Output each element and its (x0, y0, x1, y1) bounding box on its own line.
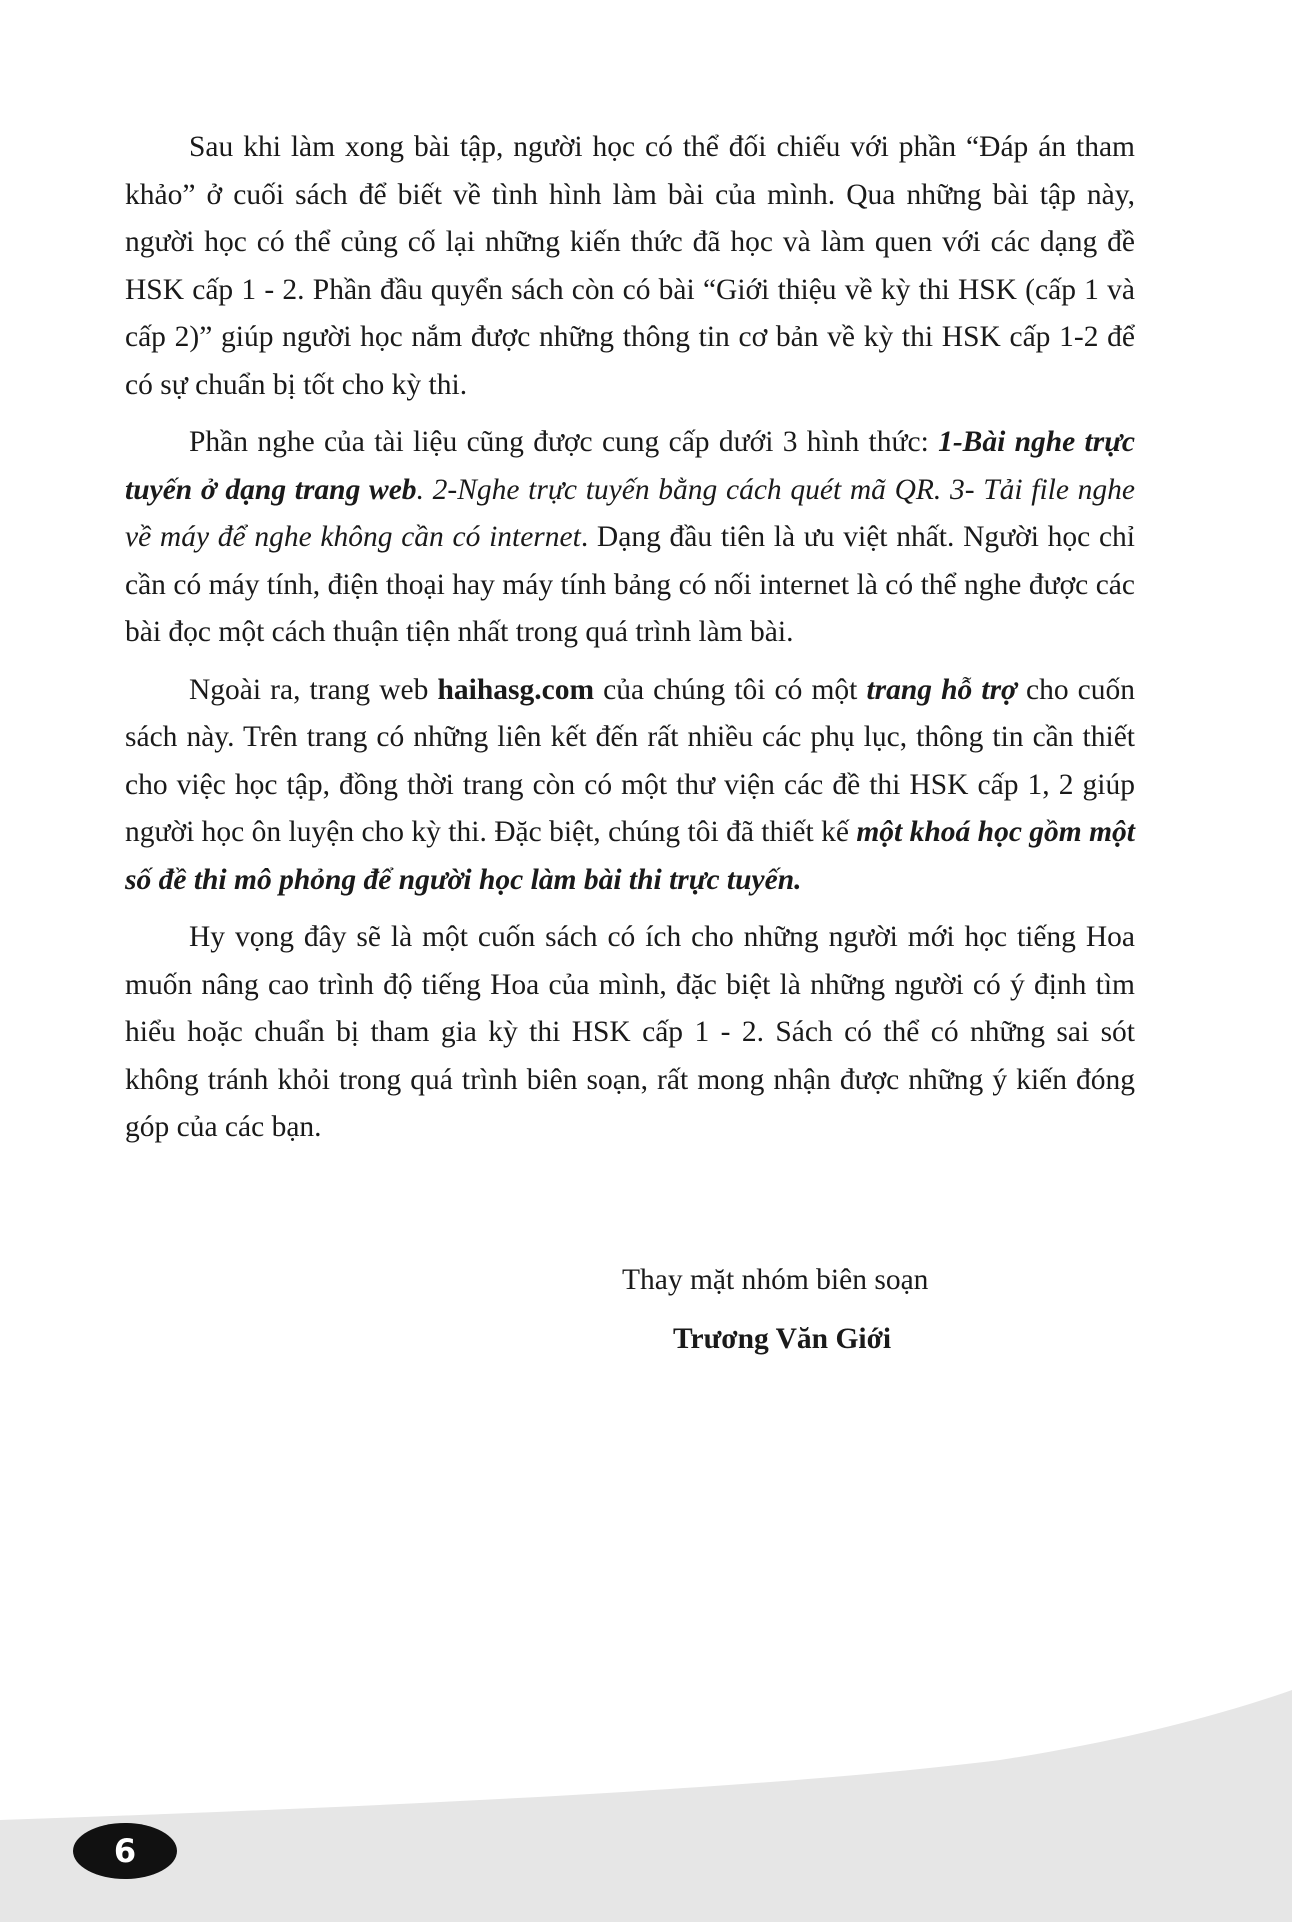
signature-name: Trương Văn Giới (673, 1323, 892, 1355)
paragraph (125, 667, 1135, 905)
text-segment: Ngoài ra, trang web (189, 673, 438, 706)
text-segment-bold-italic: một khoá học gồm một số đề thi mô phỏng để người học làm bài thi trực tuyến. (125, 816, 1136, 896)
signature-role: Thay mặt nhóm biên soạn (622, 1264, 929, 1296)
text-segment: . Dạng đầu tiên là ưu việt nhất. Người học chỉ cần có máy tính, điện thoại hay máy tính bảng có nối internet là có thể nghe được các bài đọc một cách thuận tiện nhất trong quá trình làm bài. (125, 521, 1135, 648)
text-segment: Sau khi làm xong bài tập, người học có thể đối chiếu với phần “Đáp án tham khảo” ở cuối sách để biết về tình hình làm bài của mình. Qua những bài tập này, người học có thể củng cố lại những kiến thức đã học và làm quen với các dạng đề HSK cấp 1 - 2. Phần đầu quyển sách còn có bài “Giới thiệu về kỳ thi HSK (cấp 1 và cấp 2)” giúp người học nắm được những thông tin cơ bản về kỳ thi HSK cấp 1-2 để có sự chuẩn bị tốt cho kỳ thi. (125, 131, 1135, 401)
footer-wave-shape (0, 1690, 1292, 1922)
paragraph (125, 914, 1135, 1152)
paragraph (125, 124, 1135, 409)
text-segment: của chúng tôi có một (594, 673, 867, 706)
text-segment-bold-italic: 1-Bài nghe trực tuyến ở dạng trang web (125, 426, 1135, 506)
text-segment: cho cuốn sách này. Trên trang có những liên kết đến rất nhiều các phụ lục, thông tin cần thiết cho việc học tập, đồng thời trang còn có một thư viện các đề thi HSK cấp 1, 2 giúp người học ôn luyện cho kỳ thi. Đặc biệt, chúng tôi đã thiết kế (125, 673, 1135, 848)
text-segment: Phần nghe của tài liệu cũng được cung cấp dưới 3 hình thức: (189, 426, 939, 458)
website-link-text: haihasg.com (437, 673, 595, 706)
text-segment-italic: . 2-Nghe trực tuyến bằng cách quét mã QR. 3- Tải file nghe về máy để nghe không cần có internet (125, 473, 1135, 553)
text-segment-bold-italic: trang hỗ trợ (866, 673, 1017, 706)
page-number-badge (73, 1823, 177, 1879)
paragraph (125, 419, 1135, 657)
text-segment: Hy vọng đây sẽ là một cuốn sách có ích cho những người mới học tiếng Hoa muốn nâng cao trình độ tiếng Hoa của mình, đặc biệt là những người có ý định tìm hiểu hoặc chuẩn bị tham gia kỳ thi HSK cấp 1 - 2. Sách có thể có những sai sót không tránh khỏi trong quá trình biên soạn, rất mong nhận được những ý kiến đóng góp của các bạn. (125, 921, 1135, 1143)
page-number: 6 (113, 1832, 137, 1870)
body-text (125, 124, 1135, 1162)
